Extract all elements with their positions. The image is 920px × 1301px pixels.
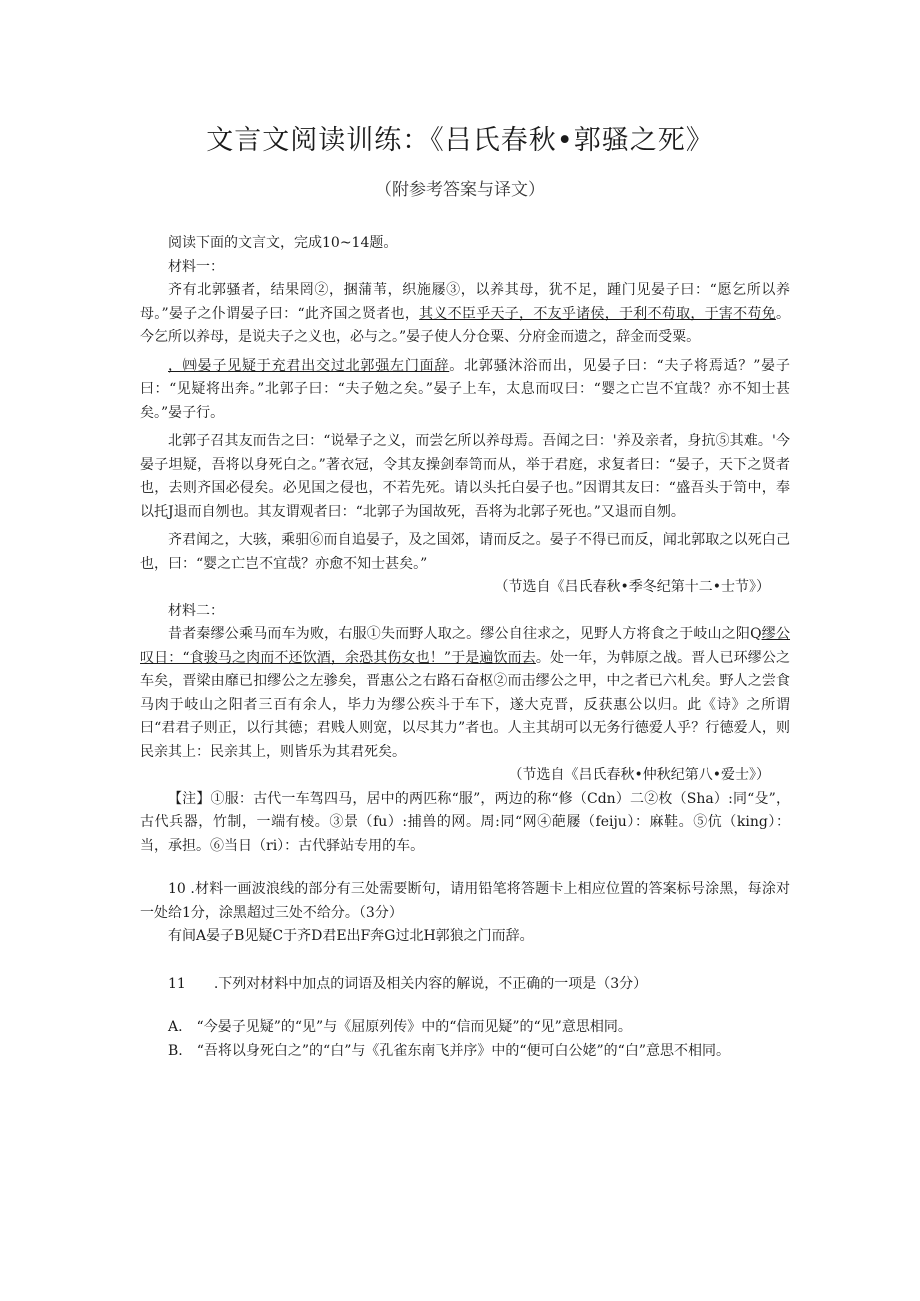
page-subtitle: （附参考答案与译文） (375, 180, 545, 200)
wavy-underlined-text: ，㈣晏子见疑于充君出交过北郭强左门面辞 (168, 357, 450, 374)
material-1-paragraph-1 (140, 279, 790, 350)
material-1-paragraph-3: 北郭子召其友而告之曰：“说晕子之义，而尝乞所以养母焉。吾闻之曰：'养及亲者，身抗⑤其难。'今晏子坦疑，吾将以身死白之。”著衣冠，令其友操剑奉笥而从，举于君庭，求复者曰：“晏子，天下之贤者也，去则齐国必侵矣。必见国之侵也，不若先死。请以头托白晏子也。”因谓其友曰：“盛吾头于笥中，奉以托J退而自刎也。其友谓观者曰：“北郭子为国故死，吾将为北郭子死也。”又退而自刎。 (140, 433, 790, 520)
text-span: 齐有北郭骚者，结果罔②，捆蒲苇，织施屦③，以养其母，犹不足，踵门见晏子曰：“愿乞所以养母。”晏子之仆谓晏子曰：“此齐国之贤者也， (140, 282, 790, 322)
question-11: 11 .下列对材料中加点的词语及相关内容的解说，不正确的一项是（3分） (168, 975, 648, 992)
underlined-text: 缪公叹日：“食骏马之肉而不还饮酒，余恐其伤女也！”于是遍饮而去 (140, 626, 791, 666)
question-11-option-b: B. “吾将以身死白之”的“白”与《孔雀东南飞并序》中的“便可白公姥”的“白”意思不相同。 (168, 1042, 730, 1059)
question-11-option-a: A. “今晏子见疑”的“见”与《屈原列传》中的“信而见疑”的“见”意思相同。 (168, 1019, 632, 1035)
material-1-label: 材料一： (168, 258, 224, 275)
annotation-note: 【注】①服：古代一车驾四马，居中的两匹称“服”，两边的称“修（Cdn）二②枚（Sha）:同“殳”，古代兵器，竹制，一端有棱。③景（fu）:捕兽的网。周:同“网④葩屦（feiju）：麻鞋。⑤伉（king）：当，承担。⑥当日（ri）：古代驿站专用的车。 (140, 790, 790, 854)
question-10: 10 .材料一画波浪线的部分有三处需要断句，请用铅笔将答题卡上相应位置的答案标号涂黑，每涂对一处给1分，涂黑超过三处不给分。（3分） (140, 881, 790, 921)
text-span: 昔者秦缪公乘马而车为败，右服①失而野人取之。缪公自往求之，见野人方将食之于岐山之阳Q (168, 626, 762, 642)
intro-text: 阅读下面的文言文，完成10~14题。 (168, 235, 398, 251)
underlined-text: 其义不臣乎天子，不友乎诸侯，于利不苟取，于害不苟免 (419, 305, 776, 322)
material-2-source: （节选自《吕氏春秋•仲秋纪第八•爱士》） (508, 767, 770, 783)
text-span: 。今乞所以养母，是说夫子之义也，必与之。”晏子使人分仓粟、分府金而遗之，辞金而受粟。 (140, 305, 790, 345)
question-10-options: 有间A晏子B见疑C于齐D君E出F奔G过北H郭狼之门而辞。 (168, 928, 534, 944)
material-2-label: 材料二： (168, 602, 224, 619)
page-title: 文言文阅读训练：《吕氏春秋•郭骚之死》 (206, 125, 714, 156)
material-1-source: （节选自《吕氏春秋•季冬纪第十二•士节》） (494, 579, 770, 595)
text-span: 。处一年，为韩原之战。晋人已环缪公之车矣，晋梁由靡已扣缪公之左骖矣，晋惠公之右路石奋枢②而击缪公之甲，中之者已六札矣。野人之尝食马肉于岐山之阳者三百有余人，毕力为缪公疾斗于车下，遂大克晋，反获惠公以归。此《诗》之所谓曰“君君子则正，以行其德；君贱人则宽，以尽其力”者也。人主其胡可以无务行德爱人乎？行德爱人，则民亲其上：民亲其上，则皆乐为其君死矣。 (140, 649, 790, 760)
material-1-paragraph-4: 齐君闻之，大骇，乘驲⑥而自追晏子，及之国郊，请而反之。晏子不得已而反，闻北郭取之以死白己也，曰：“婴之亡岂不宜哉？亦愈不知士甚矣。” (140, 532, 790, 572)
text-span: 。北郭骚沐浴而出，见晏子曰：“夫子将焉适？”晏子曰：“见疑将出奔。”北郭子曰：“夫子勉之矣。”晏子上车，太息而叹曰：“婴之亡岂不宜哉？亦不知士甚矣。”晏子行。 (140, 357, 790, 421)
document-body (140, 232, 790, 1063)
material-1-paragraph-2 (140, 355, 790, 426)
material-2-paragraph-1 (140, 623, 790, 764)
